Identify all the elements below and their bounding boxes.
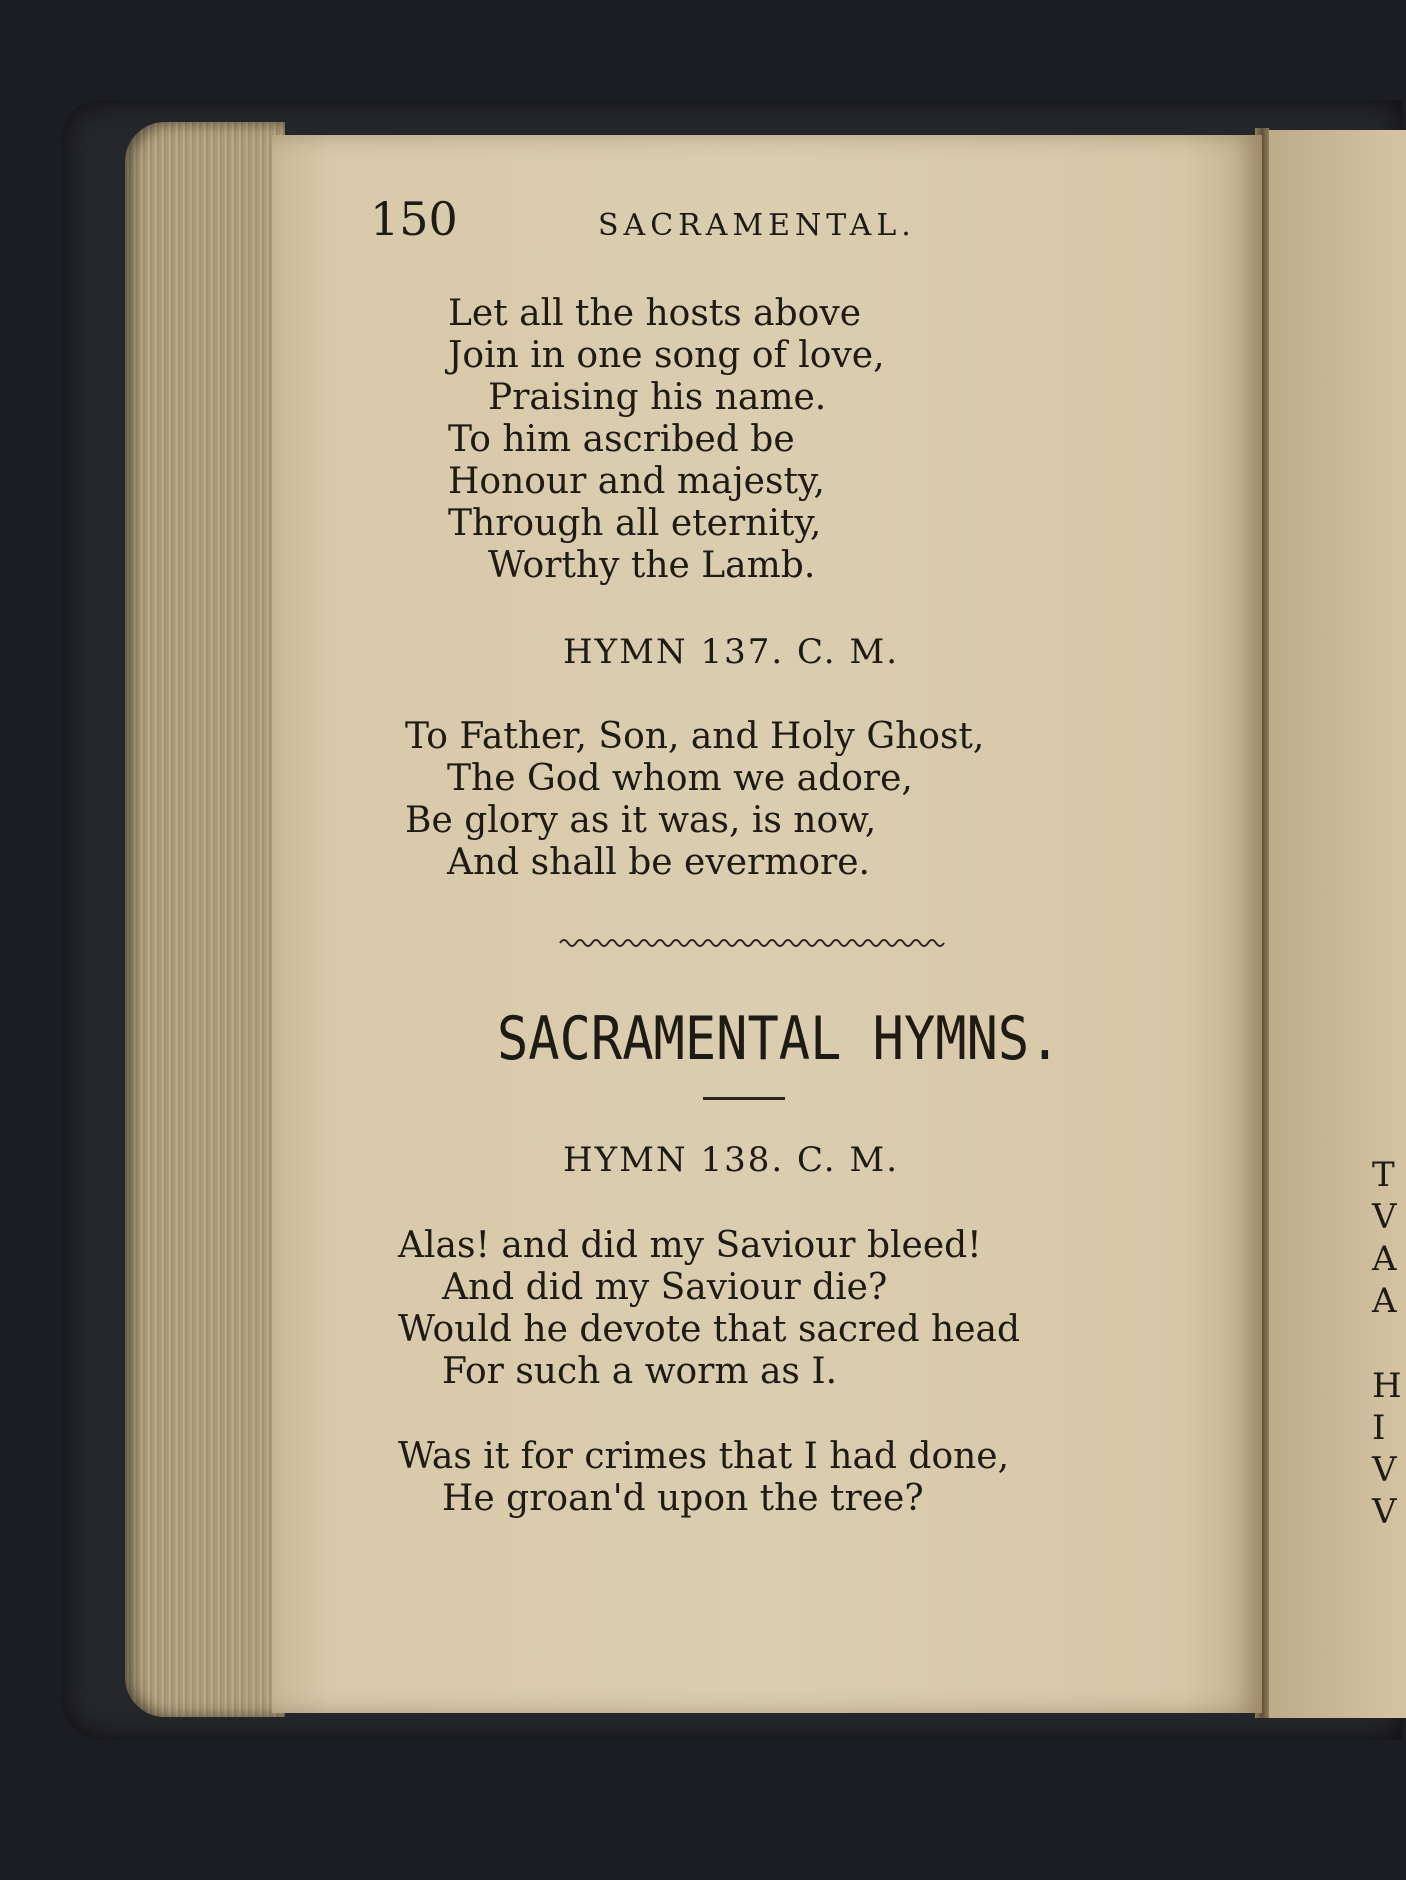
verse-line: And did my Saviour die? <box>442 1267 888 1308</box>
hymn-heading: HYMN 138. C. M. <box>563 1140 900 1180</box>
verse-line: And shall be evermore. <box>447 842 870 883</box>
verse-line: For such a worm as I. <box>442 1351 838 1392</box>
verse-line: To him ascribed be <box>448 419 795 460</box>
page-number: 150 <box>370 192 458 246</box>
page-edges <box>125 122 285 1717</box>
wavy-divider <box>560 936 948 950</box>
hymn-heading: HYMN 137. C. M. <box>563 632 900 672</box>
verse-line: Join in one song of love, <box>448 335 885 376</box>
verse-line: Be glory as it was, is now, <box>405 800 877 841</box>
right-page-letter: A <box>1372 1239 1397 1279</box>
right-page-letter: A <box>1372 1281 1397 1321</box>
right-page-letter: I <box>1372 1408 1386 1448</box>
right-page-letter: V <box>1372 1450 1397 1490</box>
running-head: SACRAMENTAL. <box>598 208 916 243</box>
verse-line: Alas! and did my Saviour bleed! <box>398 1225 982 1266</box>
verse-line: To Father, Son, and Holy Ghost, <box>405 716 985 757</box>
verse-line: Worthy the Lamb. <box>488 545 816 586</box>
right-page-letter: T <box>1372 1155 1395 1195</box>
verse-line: Let all the hosts above <box>448 293 861 334</box>
verse-line: Honour and majesty, <box>448 461 825 502</box>
right-page-letter: V <box>1372 1492 1397 1532</box>
verse-line: Was it for crimes that I had done, <box>398 1436 1010 1477</box>
verse-line: He groan'd upon the tree? <box>442 1478 924 1519</box>
right-page-letter: H <box>1372 1366 1402 1406</box>
right-page-letter: V <box>1372 1197 1397 1237</box>
verse-line: Praising his name. <box>488 377 827 418</box>
verse-line: Through all eternity, <box>448 503 822 544</box>
short-rule <box>703 1097 785 1100</box>
section-title: SACRAMENTAL HYMNS. <box>497 1005 1061 1074</box>
verse-line: The God whom we adore, <box>447 758 913 799</box>
verse-line: Would he devote that sacred head <box>398 1309 1021 1350</box>
